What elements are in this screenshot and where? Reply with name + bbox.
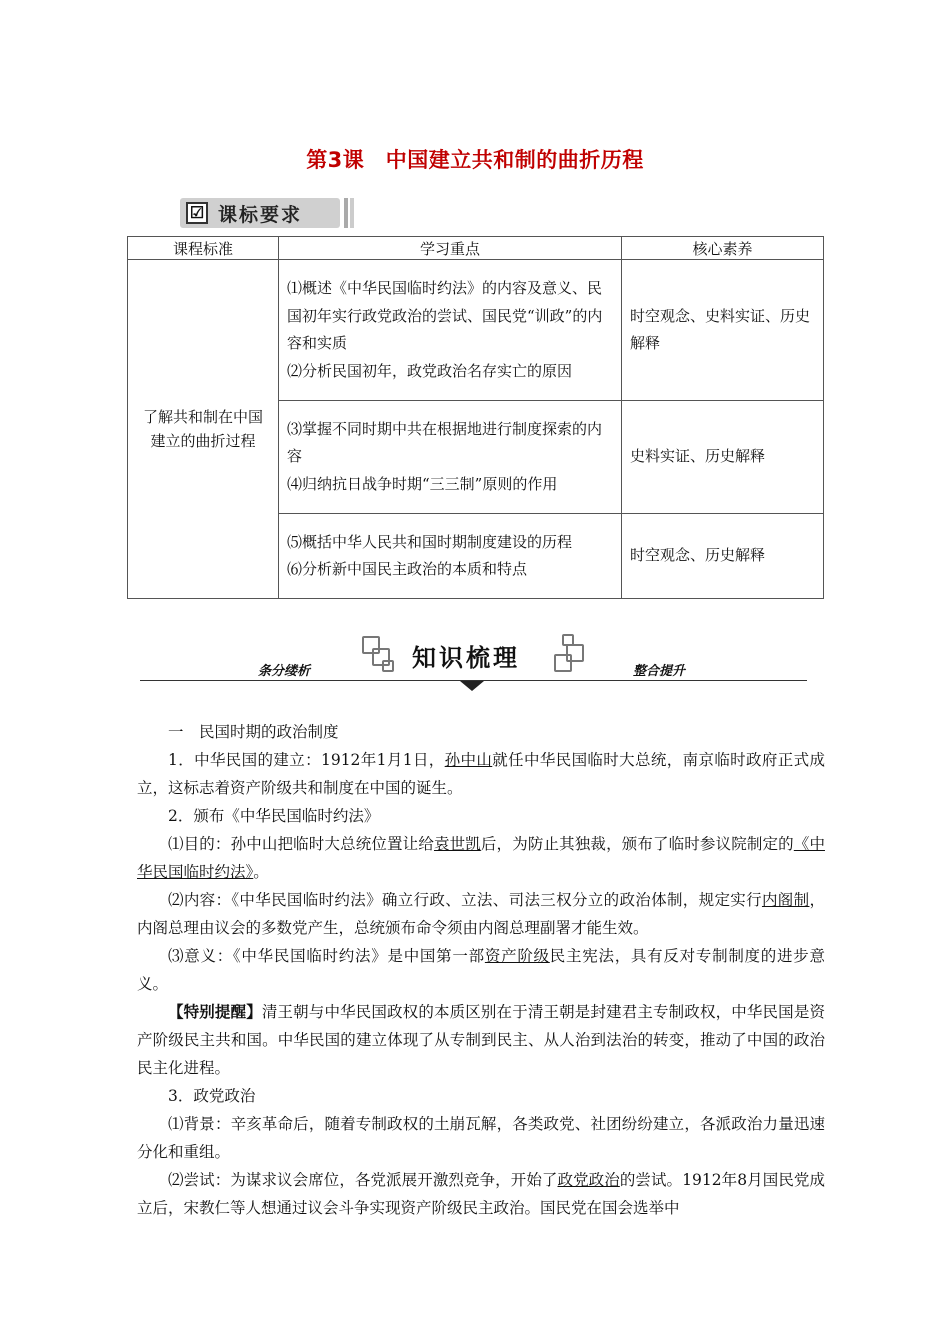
focus-cell	[279, 401, 622, 514]
badge-stripe	[344, 198, 348, 228]
focus-item: ⑵分析民国初年，政党政治名存实亡的原因	[287, 361, 573, 380]
literacy-cell: 时空观念、史料实证、历史解释	[622, 260, 824, 401]
text: 。	[253, 863, 269, 881]
text: ⑵尝试：为谋求议会席位，各党派展开激烈竞争，开始了	[168, 1171, 558, 1189]
content-body	[137, 718, 825, 1222]
paragraph	[137, 1166, 825, 1222]
decorative-square-icon	[382, 660, 394, 672]
paragraph	[137, 942, 825, 998]
table-row	[128, 260, 824, 401]
text: 1．中华民国的建立：1912年1月1日，	[168, 751, 445, 769]
text: 就任中华民国临时大总统，南京临时政府正式成立，这标志着资产阶级共和制度在中国的诞生。	[137, 751, 825, 797]
section-title: 知识梳理	[412, 644, 520, 672]
text: 后，为防止其独裁，颁布了临时参议院制定的	[480, 835, 794, 853]
focus-cell	[279, 514, 622, 599]
underlined-keyword: 内阁制	[761, 891, 810, 909]
decorative-square-icon	[554, 654, 572, 672]
text: ⑵内容：《中华民国临时约法》确立行政、立法、司法三权分立的政治体制，规定实行	[168, 891, 762, 909]
focus-item: ⑹分析新中国民主政治的本质和特点	[287, 560, 528, 578]
focus-item: ⑴概述《中华民国临时约法》的内容及意义、民国初年实行政党政治的尝试、国民党“训政”的内容和实质	[287, 279, 603, 352]
down-arrow-icon	[460, 681, 484, 691]
focus-item: ⑷归纳抗日战争时期“三三制”原则的作用	[287, 474, 558, 493]
literacy-cell: 时空观念、历史解释	[622, 514, 824, 599]
underlined-keyword: 孙中山	[444, 751, 493, 769]
focus-item: ⑸概括中华人民共和国时期制度建设的历程	[287, 532, 573, 551]
checkbox-icon: ☑	[186, 202, 208, 224]
paragraph	[137, 998, 825, 1082]
paragraph: 3．政党政治	[168, 1087, 256, 1105]
paragraph: ⑴背景：辛亥革命后，随着专制政权的土崩瓦解，各类政党、社团纷纷建立，各派政治力量迅速分化和重组。	[137, 1115, 825, 1161]
literacy-cell: 史料实证、历史解释	[622, 401, 824, 514]
text: ⑴目的：孙中山把临时大总统位置让给	[168, 835, 434, 853]
underlined-keyword: 政党政治	[557, 1171, 620, 1189]
section-subtitle-right: 整合提升	[633, 664, 686, 679]
paragraph: 2．颁布《中华民国临时约法》	[168, 807, 380, 825]
section-subtitle-left: 条分缕析	[258, 664, 311, 679]
text: 民主宪法，具有反对专制制度的进步意义。	[137, 947, 825, 993]
underlined-keyword: 《中华民国临时约法》	[137, 835, 825, 881]
column-header: 学习重点	[279, 237, 622, 260]
page-title: 第3课 中国建立共和制的曲折历程	[306, 148, 644, 172]
badge-stripe	[350, 198, 354, 228]
text: ⑶意义：《中华民国临时约法》是中国第一部	[168, 947, 485, 965]
curriculum-badge	[180, 198, 355, 230]
paragraph	[137, 886, 825, 942]
standard-cell: 了解共和制在中国建立的曲折过程	[128, 260, 279, 599]
tip-label: 【特别提醒】	[168, 1002, 262, 1021]
focus-item: ⑶掌握不同时期中共在根据地进行制度探索的内容	[287, 419, 603, 466]
table-header-row	[128, 237, 824, 260]
paragraph	[137, 830, 825, 886]
text: ，内阁总理由议会的多数党产生，总统颁布命令须由内阁总理副署才能生效。	[137, 891, 825, 937]
underlined-keyword: 袁世凯	[433, 835, 481, 853]
curriculum-table	[127, 236, 824, 599]
text: 的尝试。1912年8月国民党成立后，宋教仁等人想通过议会斗争实现资产阶级民主政治。国民党在国会选举中	[137, 1171, 825, 1217]
heading: 一 民国时期的政治制度	[168, 723, 339, 741]
knowledge-section-header	[140, 630, 810, 695]
focus-cell	[279, 260, 622, 401]
column-header: 课程标准	[128, 237, 279, 260]
badge-label: 课标要求	[218, 204, 303, 226]
paragraph	[137, 746, 825, 802]
text: 清王朝与中华民国政权的本质区别在于清王朝是封建君主专制政权，中华民国是资产阶级民主共和国。中华民国的建立体现了从专制到民主、从人治到法治的转变，推动了中国的政治民主化进程。	[137, 1003, 825, 1077]
column-header: 核心素养	[622, 237, 824, 260]
underlined-keyword: 资产阶级	[484, 947, 550, 965]
